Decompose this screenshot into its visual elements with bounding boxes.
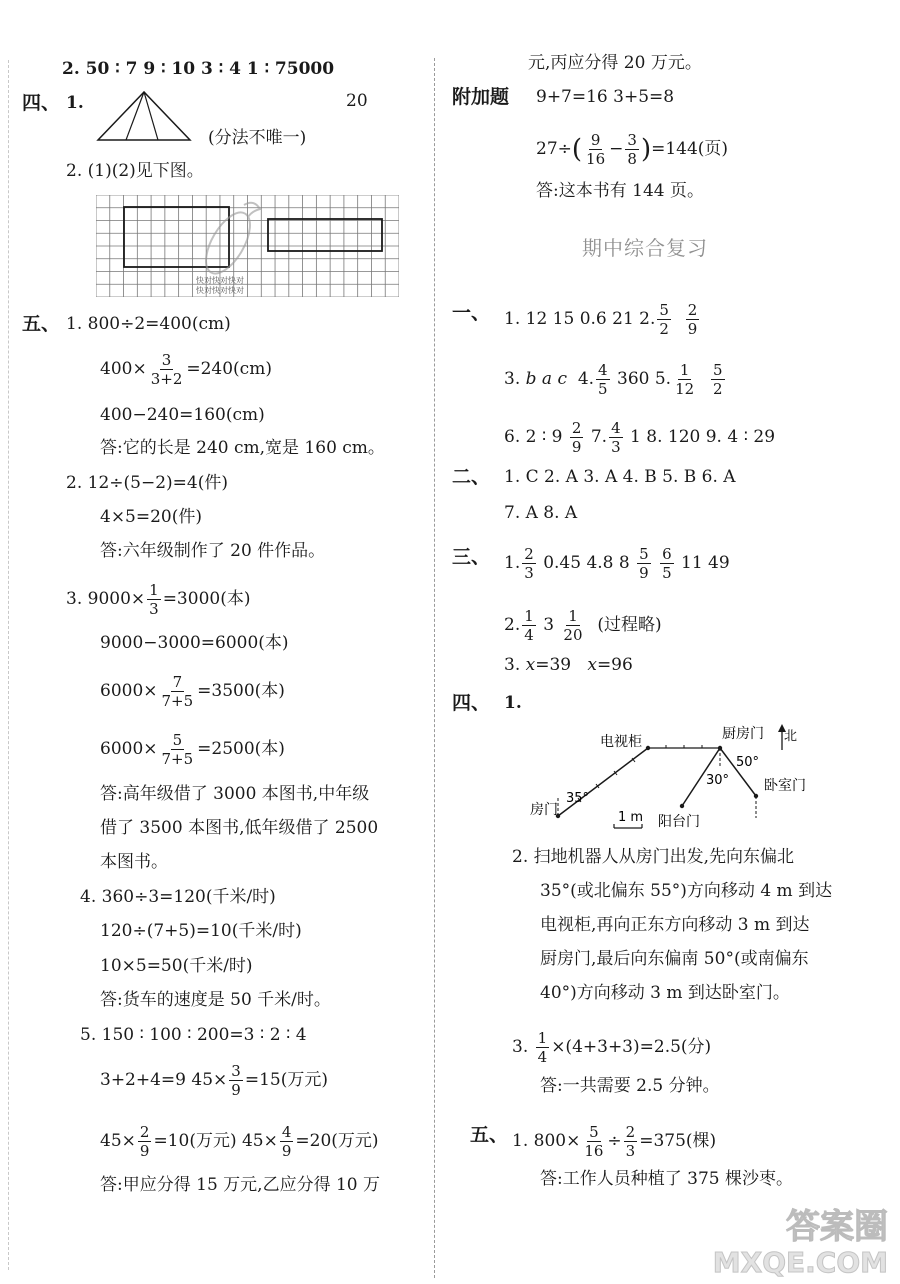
q5-1-answer: 答:它的长是 240 cm,宽是 160 cm。: [100, 438, 385, 458]
r1-line-a: 1. 12 15 0.6 21 2. $\frac{5}{2}$ $\frac{2}{9}$: [504, 301, 698, 338]
r4-2-line-c: 电视柜,再向正东方向移动 3 m 到达: [540, 915, 810, 935]
r4-2-line-d: 厨房门,最后向东偏南 50°(或南偏东: [540, 949, 809, 969]
q4-1-note: (分法不唯一): [208, 128, 307, 148]
site-watermark-logo: [692, 1198, 892, 1278]
watermark-site: MXQE.COM: [712, 1246, 888, 1278]
midterm-review-title: 期中综合复习: [582, 236, 708, 260]
r2-line-a: 1. C 2. A 3. A 4. B 5. B 6. A: [504, 467, 736, 487]
column-separator: [434, 58, 435, 1278]
r4-3-answer: 答:一共需要 2.5 分钟。: [540, 1076, 720, 1096]
r3-line-c: 3. x=39 x=96: [504, 655, 633, 675]
r5-1-line-a: 1. 800× $\frac{5}{16}$ ÷ $\frac{2}{3}$ =375(棵): [512, 1123, 717, 1160]
q5-3-answer-2: 借了 3500 本图书,低年级借了 2500: [100, 818, 379, 838]
q5-3-line-b: 9000−3000=6000(本): [100, 633, 289, 653]
watermark-brand: 答案圈: [786, 1207, 888, 1247]
q5-3-line-a: 3. 9000× $\frac{1}{3}$ =3000(本): [66, 581, 251, 618]
r3-line-a: 1. $\frac{2}{3}$ 0.45 4.8 8 $\frac{5}{9}$ $\frac{6}{5}$ 11 49: [504, 545, 730, 582]
q5-4-line-a: 4. 360÷3=120(千米/时): [80, 887, 276, 907]
q5-5-line-a: 5. 150 ∶ 100 ∶ 200=3 ∶ 2 ∶ 4: [80, 1025, 307, 1045]
q5-4-line-c: 10×5=50(千米/时): [100, 956, 253, 976]
q5-1-line-b: 400× $\frac{3}{3+2}$ =240(cm): [100, 351, 272, 388]
q5-3-answer-1: 答:高年级借了 3000 本图书,中年级: [100, 784, 370, 804]
grid-watermark-1: 快对快对快对: [196, 276, 244, 285]
r-section-five: 五、: [470, 1124, 509, 1146]
q5-2-line-a: 2. 12÷(5−2)=4(件): [66, 473, 228, 493]
r1-line-b: 3. b a c 4. $\frac{4}{5}$ 360 5. $\frac{1}{12}$ $\frac{5}{2}$: [504, 361, 723, 398]
q5-3-line-d: 6000× $\frac{5}{7+5}$ =2500(本): [100, 731, 285, 768]
q5-4-line-b: 120÷(7+5)=10(千米/时): [100, 921, 302, 941]
q5-5-line-c: 45× $\frac{2}{9}$ =10(万元) 45× $\frac{4}{9}$ =20(万元): [100, 1123, 379, 1160]
q4-1-value: 20: [346, 91, 368, 111]
map-label-kitchen: 厨房门: [722, 726, 764, 742]
q4-2-text: 2. (1)(2)见下图。: [66, 161, 204, 181]
left-edge-line: [8, 60, 9, 1270]
r-continue-line: 元,丙应分得 20 万元。: [528, 53, 702, 73]
triangle-figure: [96, 88, 196, 144]
map-scale-label: 1 m: [618, 810, 644, 825]
q5-5-answer: 答:甲应分得 15 万元,乙应分得 10 万: [100, 1175, 381, 1195]
map-label-north: 北: [784, 729, 798, 744]
r-section-two: 二、: [452, 466, 491, 488]
map-label-tv: 电视柜: [600, 734, 642, 750]
q4-1-number: 1.: [66, 93, 84, 113]
r-section-one: 一、: [452, 302, 491, 324]
map-label-bedroom: 卧室门: [764, 778, 806, 794]
r4-2-line-b: 35°(或北偏东 55°)方向移动 4 m 到达: [540, 881, 833, 901]
map-label-balcony: 阳台门: [658, 814, 700, 830]
q5-1-line-a: 1. 800÷2=400(cm): [66, 314, 231, 334]
q5-3-line-c: 6000× $\frac{7}{7+5}$ =3500(本): [100, 673, 285, 710]
q5-2-answer: 答:六年级制作了 20 件作品。: [100, 541, 326, 561]
grid-watermark-2: 快对快对快对: [196, 286, 244, 295]
bonus-label: 附加题: [452, 86, 510, 108]
map-angle-50: 50°: [736, 755, 760, 770]
ratio-line: 2. 50 ∶ 7 9 ∶ 10 3 ∶ 4 1 ∶ 75000: [62, 59, 335, 79]
r4-1-number: 1.: [504, 693, 522, 713]
q5-2-line-b: 4×5=20(件): [100, 507, 203, 527]
bonus-answer: 答:这本书有 144 页。: [536, 181, 704, 201]
q5-4-answer: 答:货车的速度是 50 千米/时。: [100, 990, 331, 1010]
r2-line-b: 7. A 8. A: [504, 503, 578, 523]
section-four-label: 四、: [22, 92, 61, 114]
r-section-three: 三、: [452, 546, 491, 568]
map-angle-30: 30°: [706, 773, 730, 788]
map-label-room: 房门: [530, 802, 558, 818]
r5-1-answer: 答:工作人员种植了 375 棵沙枣。: [540, 1169, 793, 1189]
map-angle-35: 35°: [566, 791, 590, 806]
bonus-line-b: 27÷( $\frac{9}{16}$ − $\frac{3}{8}$ )=144(页): [536, 131, 729, 168]
section-five-label: 五、: [22, 313, 61, 335]
q5-3-answer-3: 本图书。: [100, 852, 168, 872]
r1-line-c: 6. 2 ∶ 9 $\frac{2}{9}$ 7. $\frac{4}{3}$ 1 8. 120 9. 4 ∶ 29: [504, 419, 776, 456]
direction-map-figure: [530, 718, 840, 836]
grid-figure: [96, 195, 399, 297]
r4-3-line-a: 3. $\frac{1}{4}$ ×(4+3+3)=2.5(分): [512, 1029, 712, 1066]
bonus-line-a: 9+7=16 3+5=8: [536, 87, 675, 107]
r3-line-b: 2. $\frac{1}{4}$ 3 $\frac{1}{20}$ (过程略): [504, 607, 662, 644]
r4-2-line-e: 40°)方向移动 3 m 到达卧室门。: [540, 983, 790, 1003]
r-section-four: 四、: [452, 692, 491, 714]
q5-1-line-c: 400−240=160(cm): [100, 405, 265, 425]
q5-5-line-b: 3+2+4=9 45× $\frac{3}{9}$ =15(万元): [100, 1062, 328, 1099]
r4-2-line-a: 2. 扫地机器人从房门出发,先向东偏北: [512, 847, 795, 867]
